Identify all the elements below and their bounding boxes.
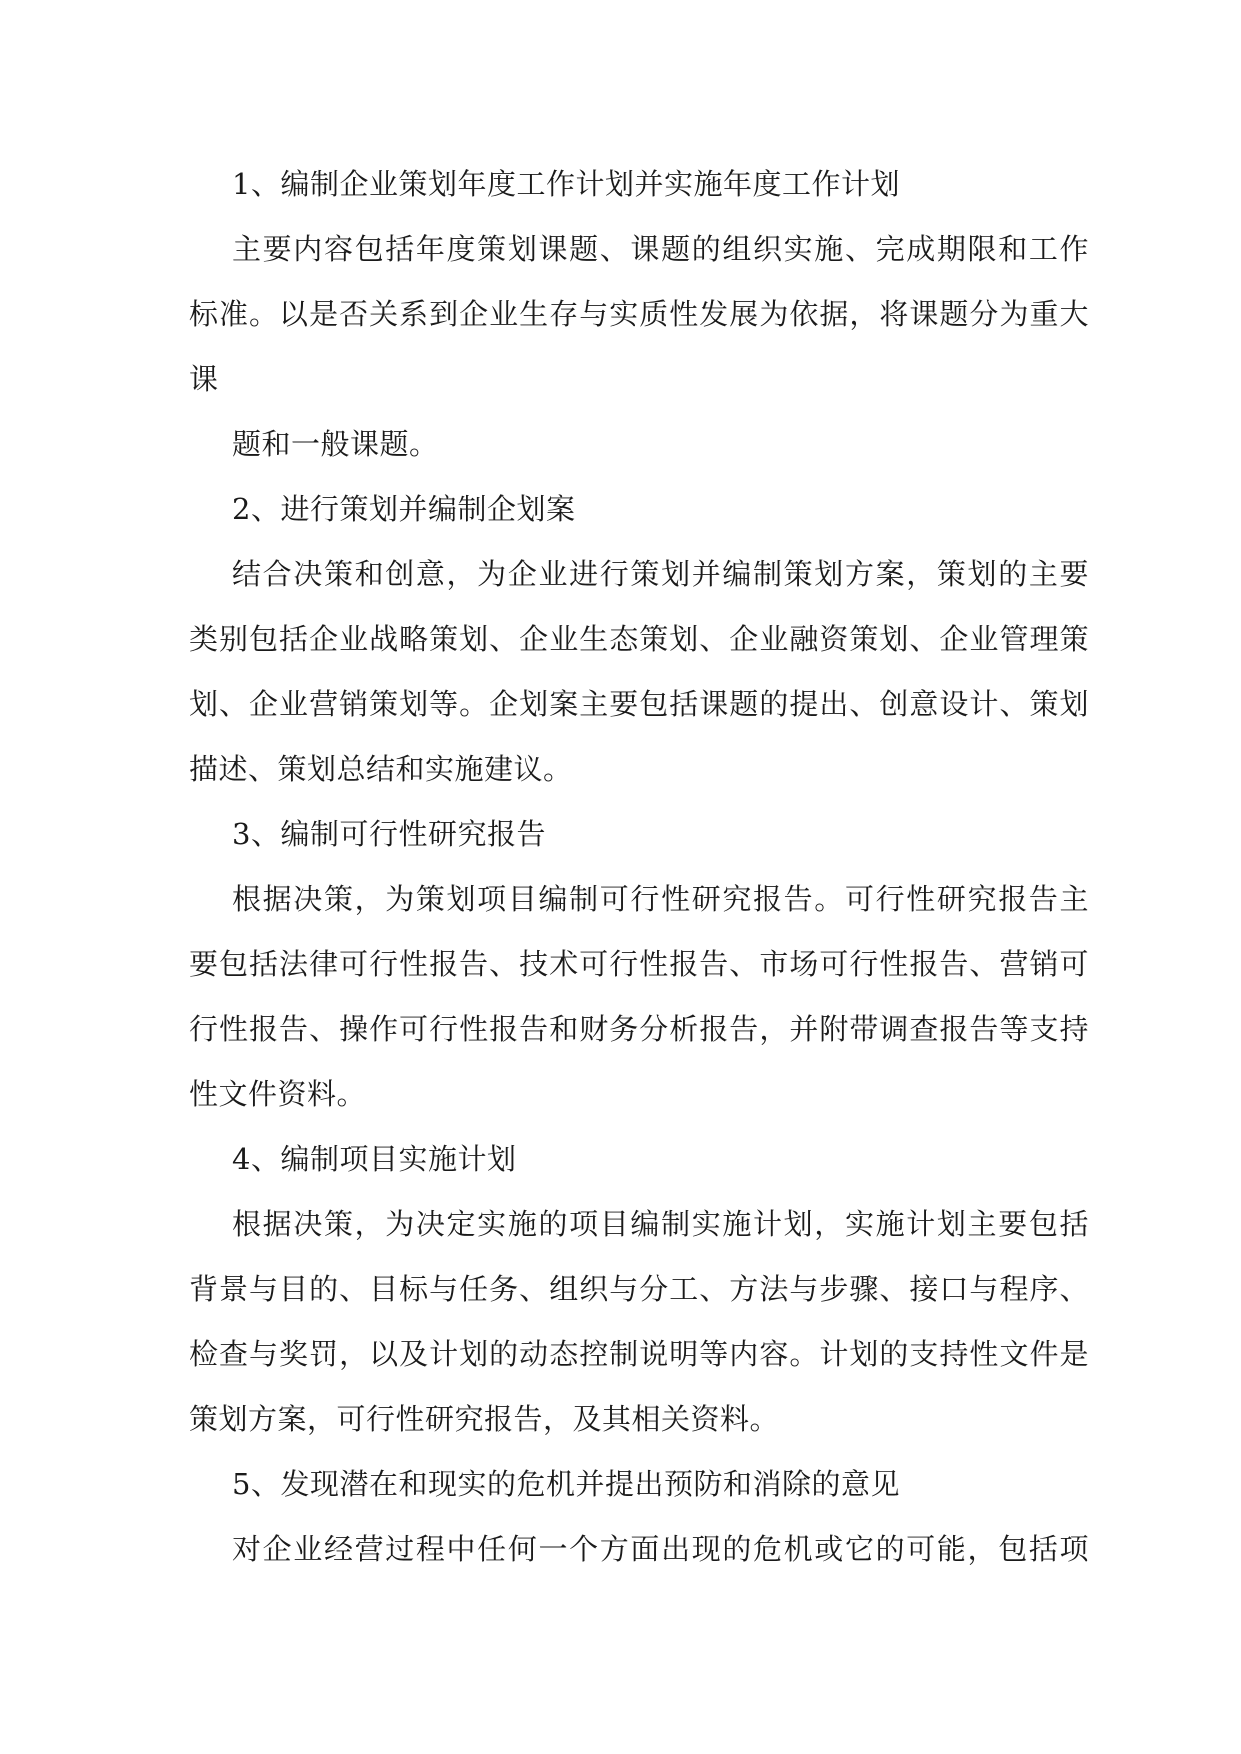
paragraph-line: 主要内容包括年度策划课题、课题的组织实施、完成期限和工作 xyxy=(232,232,1089,266)
paragraph-line: 根据决策，为策划项目编制可行性研究报告。可行性研究报告主 xyxy=(232,882,1089,916)
paragraph-line: 行性报告、操作可行性报告和财务分析报告，并附带调查报告等支持 xyxy=(189,1012,1089,1046)
paragraph-line: 类别包括企业战略策划、企业生态策划、企业融资策划、企业管理策 xyxy=(189,622,1089,656)
paragraph-line: 检查与奖罚，以及计划的动态控制说明等内容。计划的支持性文件是 xyxy=(189,1337,1089,1371)
paragraph-line: 策划方案，可行性研究报告，及其相关资料。 xyxy=(189,1402,780,1436)
heading-item-5: 5、发现潜在和现实的危机并提出预防和消除的意见 xyxy=(232,1467,900,1501)
paragraph-line: 题和一般课题。 xyxy=(232,427,439,461)
paragraph-line: 课 xyxy=(189,362,219,396)
heading-item-2: 2、进行策划并编制企划案 xyxy=(232,492,576,526)
paragraph-line: 对企业经营过程中任何一个方面出现的危机或它的可能，包括项 xyxy=(232,1532,1089,1566)
paragraph-line: 结合决策和创意，为企业进行策划并编制策划方案，策划的主要 xyxy=(232,557,1089,591)
paragraph-line: 标准。以是否关系到企业生存与实质性发展为依据，将课题分为重大 xyxy=(189,297,1089,331)
paragraph-line: 划、企业营销策划等。企划案主要包括课题的提出、创意设计、策划 xyxy=(189,687,1089,721)
paragraph-line: 描述、策划总结和实施建议。 xyxy=(189,752,573,786)
paragraph-line: 性文件资料。 xyxy=(189,1077,367,1111)
heading-item-1: 1、编制企业策划年度工作计划并实施年度工作计划 xyxy=(232,167,900,201)
paragraph-line: 背景与目的、目标与任务、组织与分工、方法与步骤、接口与程序、 xyxy=(189,1272,1089,1306)
heading-item-4: 4、编制项目实施计划 xyxy=(232,1142,517,1176)
heading-item-3: 3、编制可行性研究报告 xyxy=(232,817,546,851)
paragraph-line: 要包括法律可行性报告、技术可行性报告、市场可行性报告、营销可 xyxy=(189,947,1089,981)
paragraph-line: 根据决策，为决定实施的项目编制实施计划，实施计划主要包括 xyxy=(232,1207,1089,1241)
